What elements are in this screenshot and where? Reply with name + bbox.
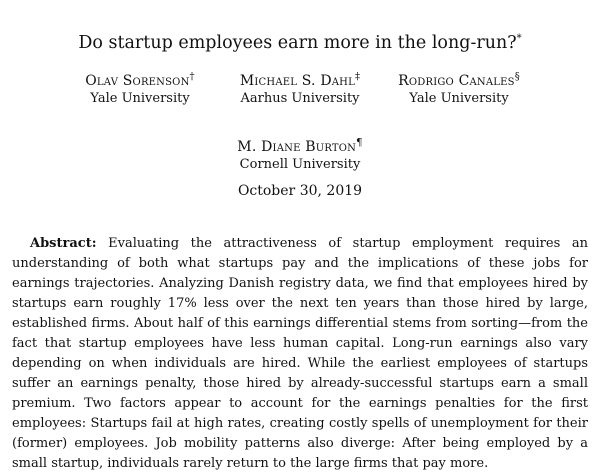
author-footnote-mark: ‡ (354, 71, 361, 83)
author-name: M. Diane Burton¶ (237, 137, 363, 155)
author-block-canales (384, 72, 534, 107)
abstract-paragraph (12, 234, 588, 474)
author-affiliation: Aarhus University (240, 91, 360, 106)
paper-title-text: Do startup employees earn more in the long-run? (78, 33, 517, 53)
author-affiliation: Yale University (90, 91, 190, 106)
author-block-dahl (225, 72, 375, 107)
author-affiliation: Cornell University (239, 157, 361, 172)
author-name: Olav Sorenson† (85, 71, 195, 89)
author-affiliation: Yale University (409, 91, 509, 106)
paper-date: October 30, 2019 (237, 183, 363, 199)
paper-title (0, 32, 600, 54)
author-footnote-mark: ¶ (356, 137, 363, 149)
author-block-burton (225, 138, 375, 173)
author-block-sorenson (70, 72, 210, 107)
title-footnote-mark: * (516, 33, 522, 45)
author-name: Michael S. Dahl‡ (239, 71, 361, 89)
author-name: Rodrigo Canales§ (398, 71, 520, 89)
author-footnote-mark: § (514, 71, 520, 83)
abstract-label: Abstract: (30, 236, 97, 251)
abstract-text: Evaluating the attractiveness of startup employment requires an understanding of both what startups pay and the implications of these jobs for earnings trajectories. Analyzing Danish registry data, we find that employees hired by startups earn roughly 17% less over the next ten years than those hired by large, established firms. About half of this earnings differential stems from sorting—from the fact that startup employees have less human capital. Long-run earnings also vary depending on when individuals are hired. While the earliest employees of startups suffer an earnings penalty, those hired by already-successful startups earn a small premium. Two factors appear to account for the earnings penalties for the first employees: Startups fail at high rates, creating costly spells of unemployment for their (former) employees. Job mobility patterns also diverge: After being employed by a small startup, individuals rarely return to the large firms that pay more. (12, 236, 588, 471)
author-footnote-mark: † (189, 71, 195, 83)
